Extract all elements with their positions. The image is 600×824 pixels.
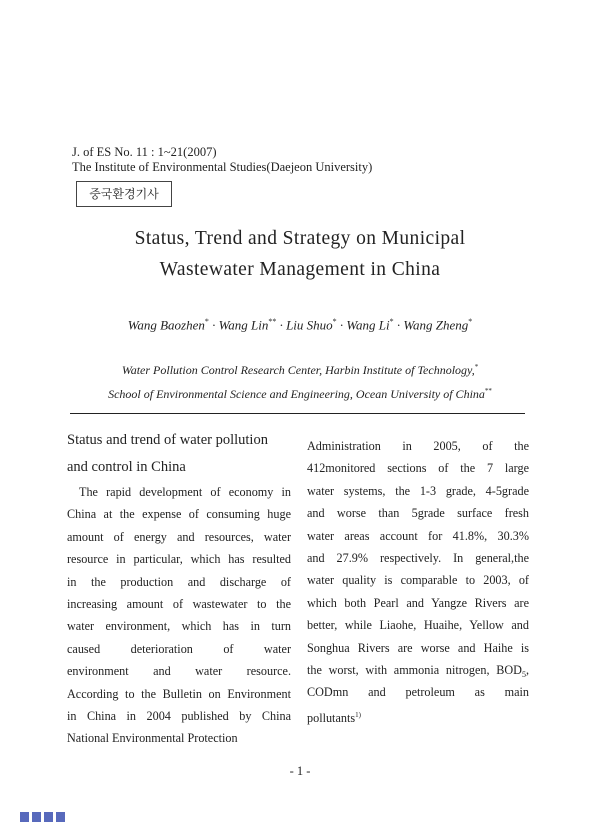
text-line: increasing amount of wastewater to the	[67, 596, 291, 611]
author-separator: ·	[393, 317, 404, 333]
text-line: National Environmental Protection	[67, 731, 238, 746]
author-mark: **	[268, 317, 277, 326]
text-line: resource in particular, which has resulted	[67, 552, 291, 567]
text-line: 412monitored sections of the 7 large	[307, 461, 529, 476]
text-line: amount of energy and resources, water	[67, 529, 291, 544]
section-heading-line-1: Status and trend of water pollution	[67, 432, 268, 448]
author-mark: *	[332, 317, 337, 326]
text-line: The rapid development of economy in	[79, 485, 291, 499]
paper-title-line-2: Wastewater Management in China	[159, 259, 441, 280]
author-name: Wang Zheng	[403, 317, 469, 333]
text-line: According to the Bulletin on Environment	[67, 686, 291, 701]
institute-name: The Institute of Environmental Studies(Daejeon University)	[72, 160, 373, 174]
affiliation-1-text: Water Pollution Control Research Center, Harbin Institute of Technology,	[121, 363, 475, 377]
text-line: which both Pearl and Yangze Rivers are	[307, 595, 529, 610]
bod-comma: ,	[525, 662, 529, 677]
affiliation-2-mark: **	[484, 387, 492, 395]
affiliation-2	[0, 387, 600, 402]
text-line: the worst, with ammonia nitrogen, $BOD_5$,	[307, 662, 529, 679]
section-heading	[67, 427, 297, 481]
bod-subscript: 5	[521, 669, 526, 679]
author-name: Wang Lin	[218, 317, 269, 333]
text-line: water areas account for 41.8%, 30.3%	[307, 528, 529, 543]
affiliation-1-mark: *	[474, 363, 479, 371]
category-label-box: 중국환경기사	[76, 181, 172, 207]
author-separator: ·	[336, 317, 347, 333]
author-name: Wang Li	[346, 317, 390, 333]
text-line: and 27.9% respectively. In general,the	[307, 550, 529, 565]
footer-decoration	[20, 812, 68, 822]
author-separator: ·	[208, 317, 219, 333]
author-name: Wang Baozhen	[127, 317, 205, 333]
text-line: environment and water resource.	[67, 664, 291, 679]
footnote-reference: 1)	[355, 710, 361, 719]
header-divider	[70, 413, 525, 414]
author-mark: *	[389, 317, 394, 326]
author-mark: *	[204, 317, 209, 326]
author-list	[0, 317, 600, 333]
text-line: water environment, which has in turn	[67, 619, 291, 634]
text-line: and worse than 5grade surface fresh	[307, 506, 529, 521]
text-line: water systems, the 1-3 grade, 4-5grade	[307, 483, 529, 498]
journal-citation: J. of ES No. 11 : 1~21(2007)	[72, 145, 217, 159]
text-line: Administration in 2005, of the	[307, 439, 529, 453]
author-mark: *	[468, 317, 473, 326]
text-line: China at the expense of consuming huge	[67, 507, 291, 522]
paper-title-line-1: Status, Trend and Strategy on Municipal	[134, 228, 466, 249]
affiliation-2-text: School of Environmental Science and Engineering, Ocean University of China	[108, 387, 485, 401]
left-column-body	[67, 481, 291, 750]
text-line: pollutants$^{1)}$	[307, 710, 361, 725]
text-line: water quality is comparable to 2003, of	[307, 573, 529, 588]
author-separator: ·	[276, 317, 287, 333]
section-heading-line-2: and control in China	[67, 459, 186, 475]
right-column-body	[307, 435, 529, 726]
page-number: - 1 -	[289, 764, 311, 778]
author-name: Liu Shuo	[286, 317, 333, 333]
text-line: in China in 2004 published by China	[67, 708, 291, 723]
text-line: better, while Liaohe, Huaihe, Yellow and	[307, 618, 529, 633]
text-line: in the production and discharge of	[67, 574, 291, 589]
text-line: caused deterioration of water	[67, 641, 291, 656]
affiliation-1	[0, 363, 600, 378]
text-line: CODmn and petroleum as main	[307, 685, 529, 700]
text-line: Songhua Rivers are worse and Haihe is	[307, 640, 529, 655]
